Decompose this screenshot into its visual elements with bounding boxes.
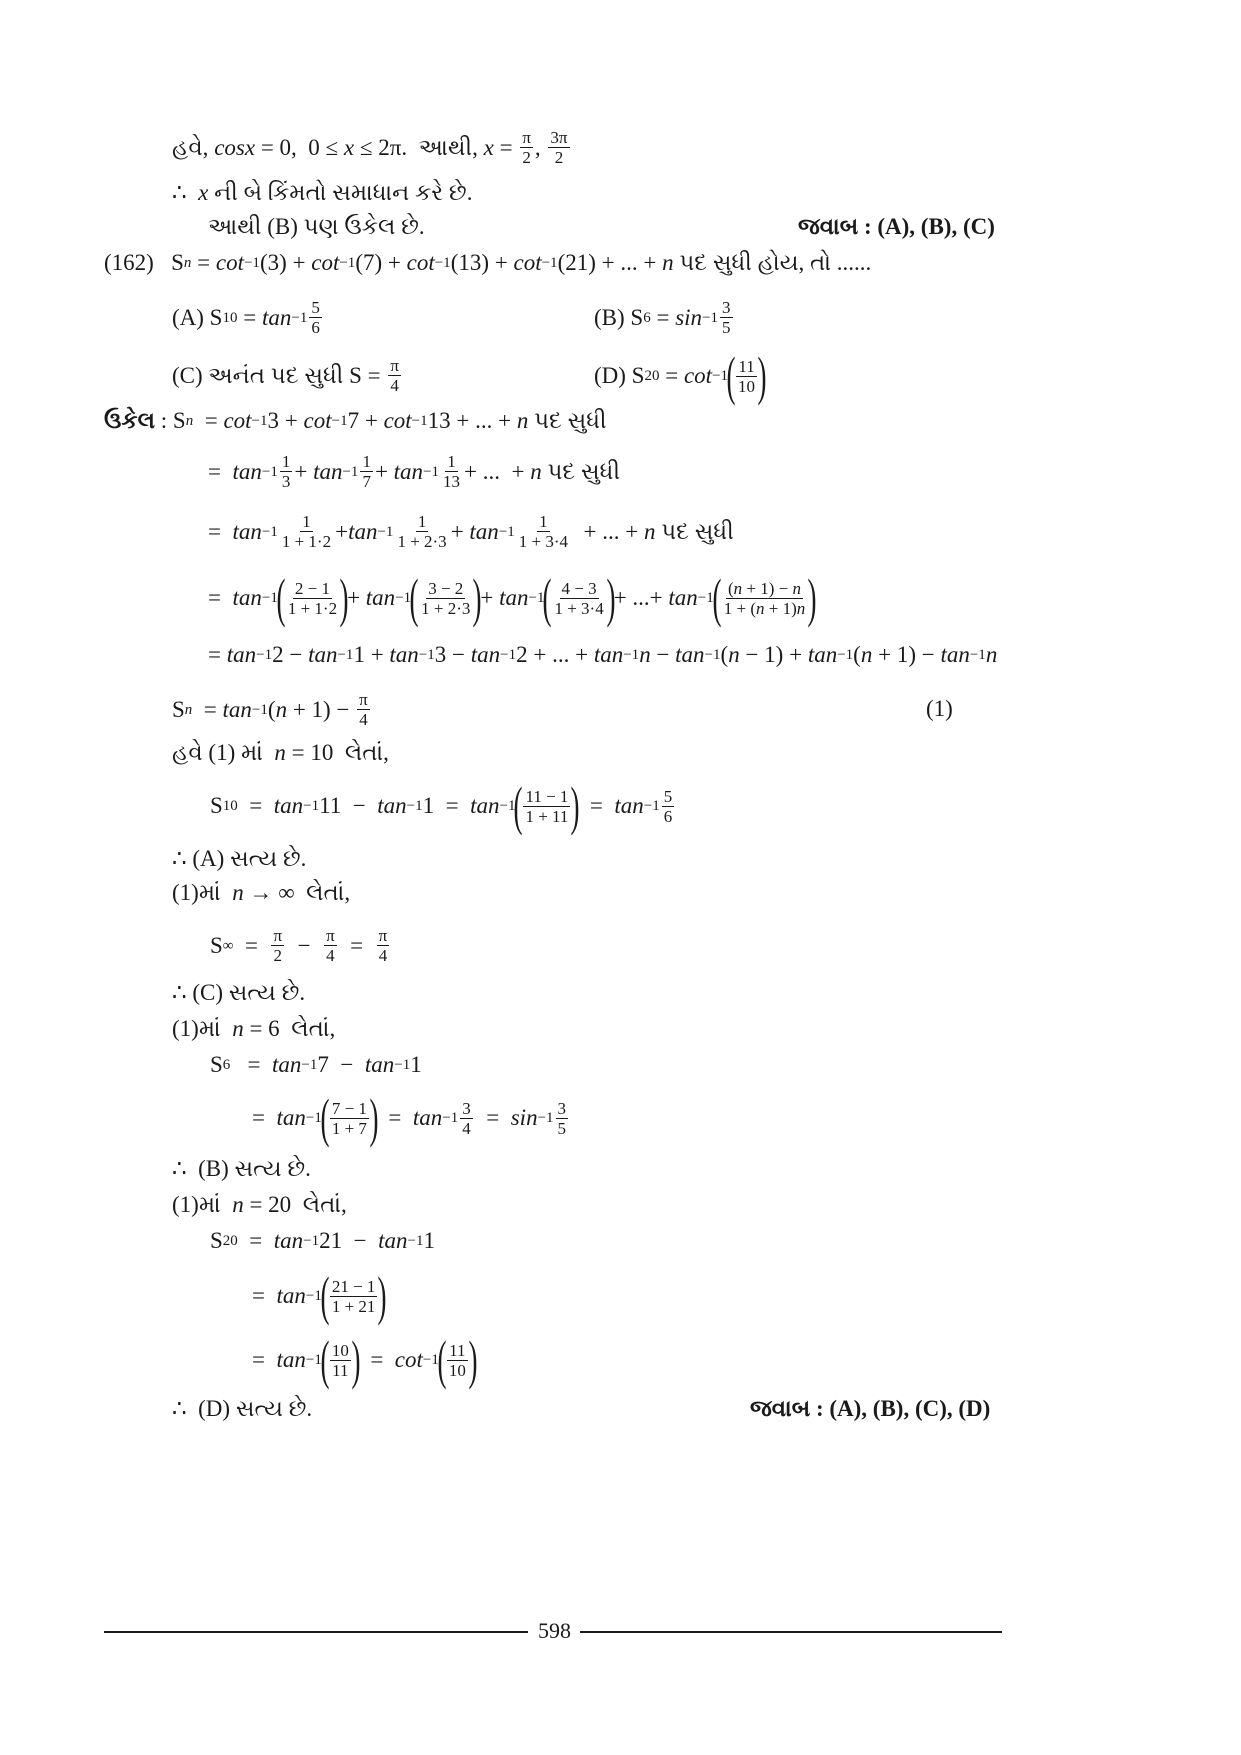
text-letaa: લેતાં, <box>302 1192 347 1217</box>
text-letaa: લેતાં, <box>306 880 351 905</box>
text-letaa: લેતાં, <box>344 740 389 765</box>
fraction: $\frac{\pi}{2}$ <box>522 128 531 167</box>
text-d-satya: (D) સત્ય છે. <box>198 1396 313 1421</box>
text-1-ma: (1)માં <box>172 1016 221 1041</box>
answer-line-2 <box>750 1396 990 1422</box>
answer-label: જવાબ <box>750 1396 811 1421</box>
line-n10: હવે (1) માં n = 10 લેતાં, <box>172 740 389 765</box>
answer-label: જવાબ <box>798 214 859 239</box>
step-3: = tan −1 ( $\frac{2 - 1}{1 + 1\cdot 2}$ ) + tan −1 ( $\frac{3 - 2}{1 + 2\cdot 3}$ ) + tan −1 ( $\frac{4 - 3}{1 + 3\cdot 4}$ ) + ...+ tan −1 ( $\frac{(n + 1) - n}{1 + (n + 1)n}$ ) <box>208 568 817 628</box>
line-aathi-b <box>208 214 425 240</box>
s20-line-3: = tan −1 ( $\frac{10}{11}$ ) = cot −1 ( $\frac{11}{10}$ ) <box>252 1330 478 1390</box>
text-pad-sudhi: પદ સુધી <box>534 408 607 433</box>
page-number: 598 <box>538 1618 571 1643</box>
text-pad-sudhi-hoy: પદ સુધી હોય, તો ...... <box>679 250 872 275</box>
s20-line: S 20 = tan −1 21 − tan −1 1 <box>210 1228 435 1253</box>
text-anant-pad: (C) અનંત પદ સુધી S = <box>172 362 381 388</box>
text-pad-sudhi: પદ સુધી <box>547 458 621 484</box>
step-2: = tan −1 $\frac{1}{1 + 1\cdot 2}$ + tan −1 $\frac{1}{1 + 2\cdot 3}$ + tan −1 $\frac{1}{1 + 3\cdot 4}$ + ... + n પદ સુધી <box>208 512 734 551</box>
text-have-1-ma: હવે (1) માં <box>172 740 263 765</box>
text-aathi: આથી, <box>418 134 478 160</box>
text-c-satya: (C) સત્ય છે. <box>192 980 306 1005</box>
solution-start: ઉકેલ : S n = cot −1 3 + cot −1 7 + cot −1 13 + ... + n પદ સુધી <box>104 408 607 433</box>
footer-rule-left <box>104 1631 528 1633</box>
text-x-ni-be: ની બે કિંમતો સમાધાન કરે છે. <box>214 180 473 205</box>
option-d: (D) S 20 = cot −1 ( $\frac{11}{10}$ ) <box>594 346 767 406</box>
text-1-ma: (1)માં <box>172 1192 221 1217</box>
text-aathi-b: આથી (B) પણ ઉકેલ છે. <box>208 214 425 239</box>
step-1: = tan −1 $\frac{1}{3}$ + tan −1 $\frac{1}{7}$ + tan −1 $\frac{1}{13}$ + ... + n પદ સુધી <box>208 452 621 491</box>
c-true: ∴ (C) સત્ય છે. <box>172 980 306 1005</box>
option-b: (B) S 6 = sin −1 $\frac{3}{5}$ <box>594 298 731 337</box>
question-162: (162) S n = cot −1 (3) + cot −1 (7) + cot −1 (13) + cot −1 (21) + ... + n પદ સુધી હોય, તો ...... <box>104 250 872 275</box>
answer-line-1 <box>798 214 995 240</box>
line-therefore-x: ∴ x ની બે કિંમતો સમાધાન કરે છે. <box>172 180 473 205</box>
s20-line-2: = tan −1 ( $\frac{21 - 1}{1 + 21}$ ) <box>252 1266 387 1326</box>
fraction: $\frac{3\pi}{2}$ <box>550 128 568 167</box>
answer-value: : (A), (B), (C), (D) <box>815 1396 991 1421</box>
text-1-ma: (1)માં <box>172 880 221 905</box>
step-4: = tan −1 2 − tan −1 1 + tan −1 3 − tan −1 2 + ... + tan −1 n − tan −1 ( n − 1) + tan −1 ( n + 1) − tan −1 n <box>208 642 998 667</box>
text-have: હવે, <box>172 134 209 160</box>
s10-line: S 10 = tan −1 11 − tan −1 1 = tan −1 ( $\frac{11 - 1}{1 + 11}$ ) = tan −1 $\frac{5}{6}$ <box>210 776 673 836</box>
solution-label: ઉકેલ <box>104 408 156 433</box>
a-true: ∴ (A) સત્ય છે. <box>172 846 307 871</box>
d-true: ∴ (D) સત્ય છે. <box>172 1396 313 1421</box>
text-letaa: લેતાં, <box>291 1016 336 1041</box>
option-a: (A) S 10 = tan −1 $\frac{5}{6}$ <box>172 298 320 337</box>
result-sn: S n = tan −1 ( n + 1) − $\frac{\pi}{4}$ <box>172 690 368 729</box>
line-n6: (1)માં n = 6 લેતાં, <box>172 1016 336 1041</box>
text-a-satya: (A) સત્ય છે. <box>192 846 307 871</box>
option-c: (C) અનંત પદ સુધી S = $\frac{\pi}{4}$ <box>172 356 399 395</box>
footer-rule-right <box>580 1631 1002 1633</box>
equation-label: (1) <box>926 696 953 721</box>
s6-line-2: = tan −1 ( $\frac{7 - 1}{1 + 7}$ ) = tan −1 $\frac{3}{4}$ = sin −1 $\frac{3}{5}$ <box>252 1088 567 1148</box>
text-b-satya: (B) સત્ય છે. <box>198 1156 311 1181</box>
b-true: ∴ (B) સત્ય છે. <box>172 1156 311 1181</box>
s-inf-line: S ∞ = $\frac{\pi}{2}$ − $\frac{\pi}{4}$ = $\frac{\pi}{4}$ <box>210 926 388 965</box>
line-n-inf: (1)માં n → ∞ લેતાં, <box>172 880 351 905</box>
s6-line: S 6 = tan −1 7 − tan −1 1 <box>210 1052 422 1077</box>
line-n20: (1)માં n = 20 લેતાં, <box>172 1192 347 1217</box>
text-pad-sudhi: પદ સુધી <box>661 518 734 544</box>
line-cosx: હવે, cosx = 0, 0 ≤ x ≤ 2π. આથી, x = $\frac{\pi}{2}$ , $\frac{3\pi}{2}$ <box>172 128 568 167</box>
answer-value: : (A), (B), (C) <box>863 214 995 239</box>
question-number: (162) <box>104 250 154 275</box>
